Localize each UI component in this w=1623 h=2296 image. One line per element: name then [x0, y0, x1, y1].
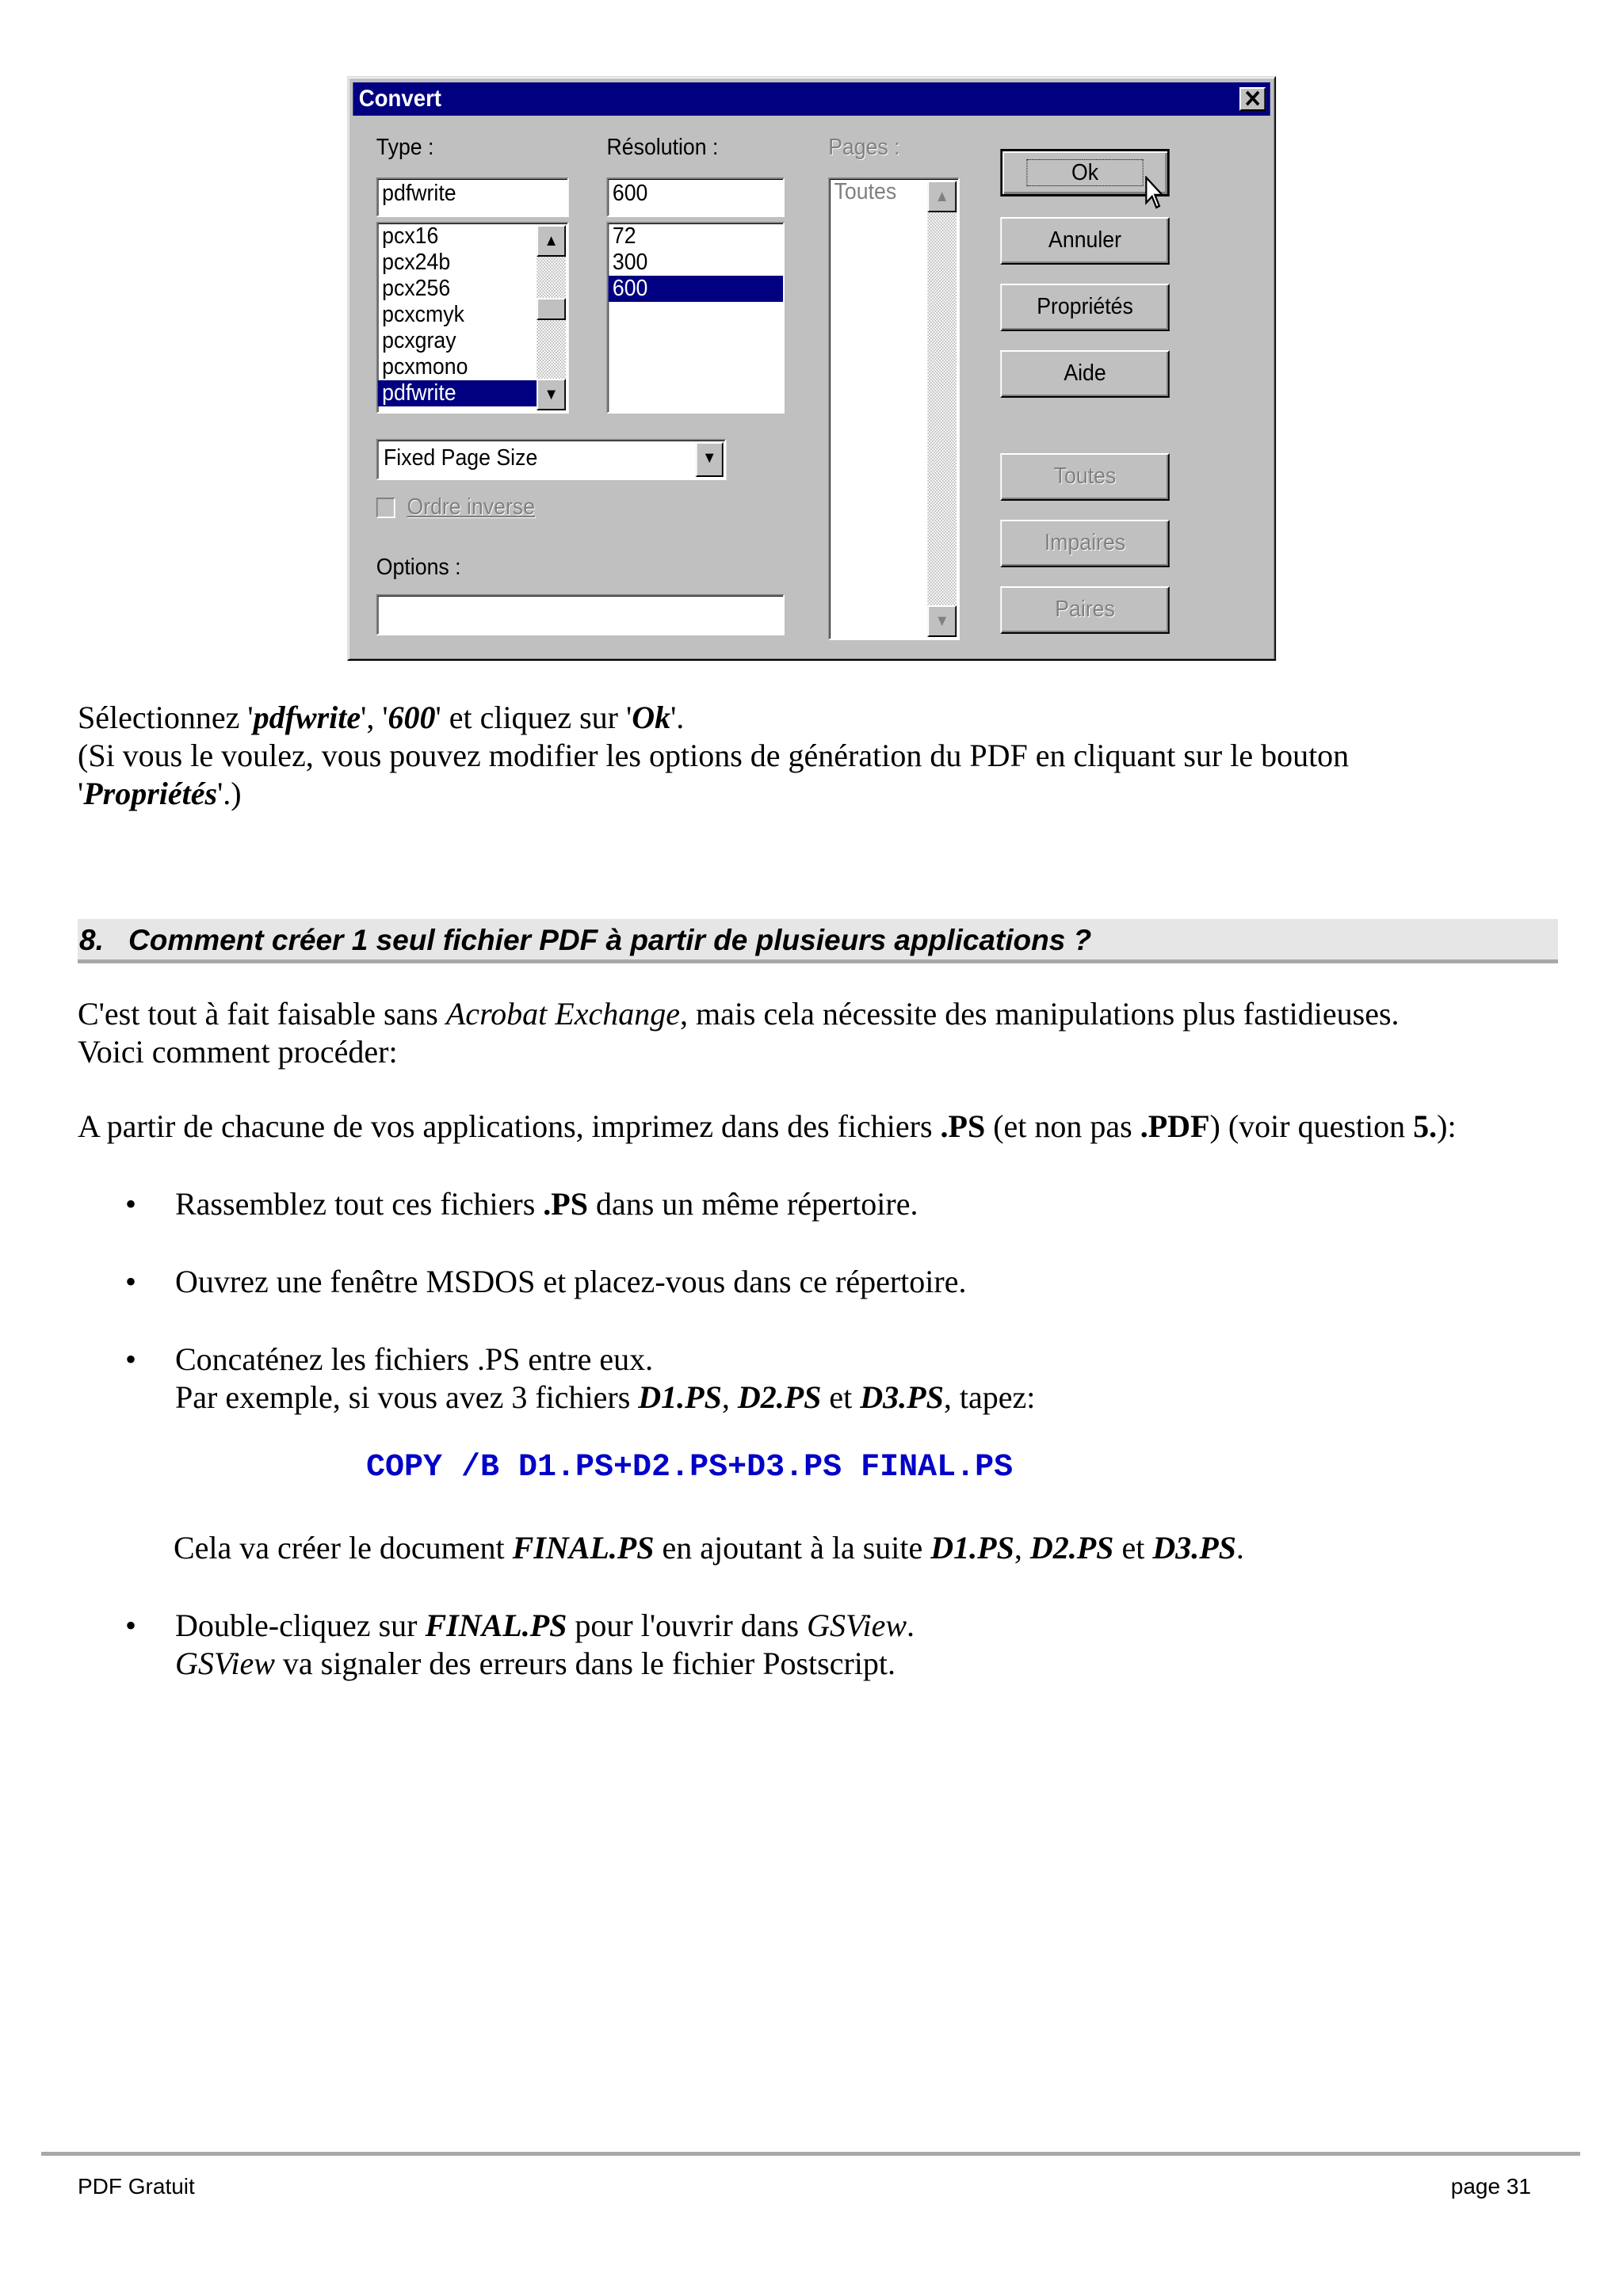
instruction-line-1: Sélectionnez 'pdfwrite', '600' et cliquez sur 'Ok'.	[78, 700, 685, 735]
bullet-icon: •	[125, 1264, 137, 1299]
type-list-scrollbar[interactable]	[537, 225, 566, 410]
command-code: COPY /B D1.PS+D2.PS+D3.PS FINAL.PS	[366, 1450, 1014, 1486]
type-input[interactable]: pdfwrite	[376, 177, 569, 217]
type-list-item[interactable]: pcx256	[382, 276, 451, 301]
type-list-item[interactable]: pcx24b	[382, 250, 451, 275]
dialog-title-bar	[353, 82, 1270, 116]
bullet-icon: •	[125, 1186, 137, 1222]
footer-divider	[41, 2152, 1580, 2156]
resolution-list[interactable]	[607, 222, 785, 414]
type-list-item[interactable]: pcxmono	[382, 354, 468, 379]
dialog-title: Convert	[358, 86, 442, 112]
ordre-inverse-checkbox[interactable]	[376, 498, 395, 518]
page-size-combo[interactable]	[376, 439, 727, 480]
scroll-down-icon[interactable]: ▼	[537, 379, 566, 410]
scroll-down-icon: ▼	[927, 605, 957, 637]
resolution-list-item[interactable]: 300	[612, 250, 648, 275]
paires-button[interactable]: Paires	[1000, 586, 1169, 634]
resolution-input[interactable]: 600	[607, 177, 785, 217]
convert-dialog	[347, 76, 1276, 661]
intro-line-1: C'est tout à fait faisable sans Acrobat Exchange, mais cela nécessite des manipulations plus fastidieuses.	[78, 996, 1400, 1032]
annuler-button[interactable]: Annuler	[1000, 217, 1169, 265]
type-list-item[interactable]: pcxgray	[382, 328, 456, 353]
resolution-label: Résolution :	[606, 135, 719, 160]
pages-list-scrollbar	[927, 181, 957, 637]
aide-button[interactable]: Aide	[1000, 350, 1169, 398]
ordre-inverse-label: Ordre inverse	[407, 494, 536, 520]
options-label: Options :	[376, 555, 461, 580]
type-list-item[interactable]: pcx16	[382, 223, 439, 249]
section-title: Comment créer 1 seul fichier PDF à partir de plusieurs applications ?	[128, 924, 1092, 956]
scroll-thumb[interactable]	[537, 298, 566, 320]
proprietes-button[interactable]: Propriétés	[1000, 284, 1169, 331]
bullet-3-line-2: Par exemple, si vous avez 3 fichiers D1.PS, D2.PS et D3.PS, tapez:	[175, 1379, 1036, 1415]
impaires-button[interactable]: Impaires	[1000, 520, 1169, 567]
footer-page-number: page 31	[1450, 2174, 1531, 2199]
bullet-4-line-2: GSView va signaler des erreurs dans le fichier Postscript.	[175, 1646, 896, 1681]
resolution-list-item[interactable]: 72	[612, 223, 636, 249]
pages-label: Pages :	[828, 135, 900, 160]
intro-line-2: Voici comment procéder:	[78, 1034, 398, 1070]
type-list[interactable]	[376, 222, 569, 414]
step-paragraph: A partir de chacune de vos applications, imprimez dans des fichiers .PS (et non pas .PDF) (voir question 5.):	[78, 1108, 1457, 1144]
pages-list	[828, 177, 960, 640]
instruction-line-2: (Si vous le voulez, vous pouvez modifier les options de génération du PDF en cliquant sur le bouton	[78, 738, 1350, 773]
scroll-up-icon: ▲	[927, 181, 957, 212]
command-note: Cela va créer le document FINAL.PS en ajoutant à la suite D1.PS, D2.PS et D3.PS.	[174, 1530, 1244, 1566]
section-number: 8.	[79, 924, 104, 956]
type-list-item[interactable]: pdfwrite	[378, 380, 537, 406]
section-heading	[78, 919, 1558, 963]
footer-left: PDF Gratuit	[78, 2174, 195, 2199]
bullet-3-line-1: Concaténez les fichiers .PS entre eux.	[175, 1341, 654, 1377]
page-size-value: Fixed Page Size	[384, 445, 538, 471]
mouse-pointer-icon	[1144, 176, 1167, 212]
toutes-button[interactable]: Toutes	[1000, 453, 1169, 501]
type-list-item[interactable]: pcxcmyk	[382, 302, 464, 327]
type-label: Type :	[376, 135, 434, 160]
instruction-line-3: 'Propriétés'.)	[78, 776, 242, 811]
bullet-1-text: Rassemblez tout ces fichiers .PS dans un même répertoire.	[175, 1186, 918, 1222]
bullet-2-text: Ouvrez une fenêtre MSDOS et placez-vous dans ce répertoire.	[175, 1264, 967, 1299]
close-icon[interactable]: ✕	[1239, 87, 1266, 111]
bullet-icon: •	[125, 1341, 137, 1377]
scroll-up-icon[interactable]: ▲	[537, 225, 566, 257]
options-input[interactable]	[376, 594, 785, 635]
bullet-4-line-1: Double-cliquez sur FINAL.PS pour l'ouvrir dans GSView.	[175, 1608, 915, 1643]
pages-list-item[interactable]: Toutes	[834, 179, 897, 204]
ok-button[interactable]: Ok	[1000, 149, 1169, 196]
chevron-down-icon[interactable]: ▼	[696, 442, 724, 477]
resolution-list-item[interactable]: 600	[608, 276, 783, 302]
bullet-icon: •	[125, 1608, 137, 1643]
